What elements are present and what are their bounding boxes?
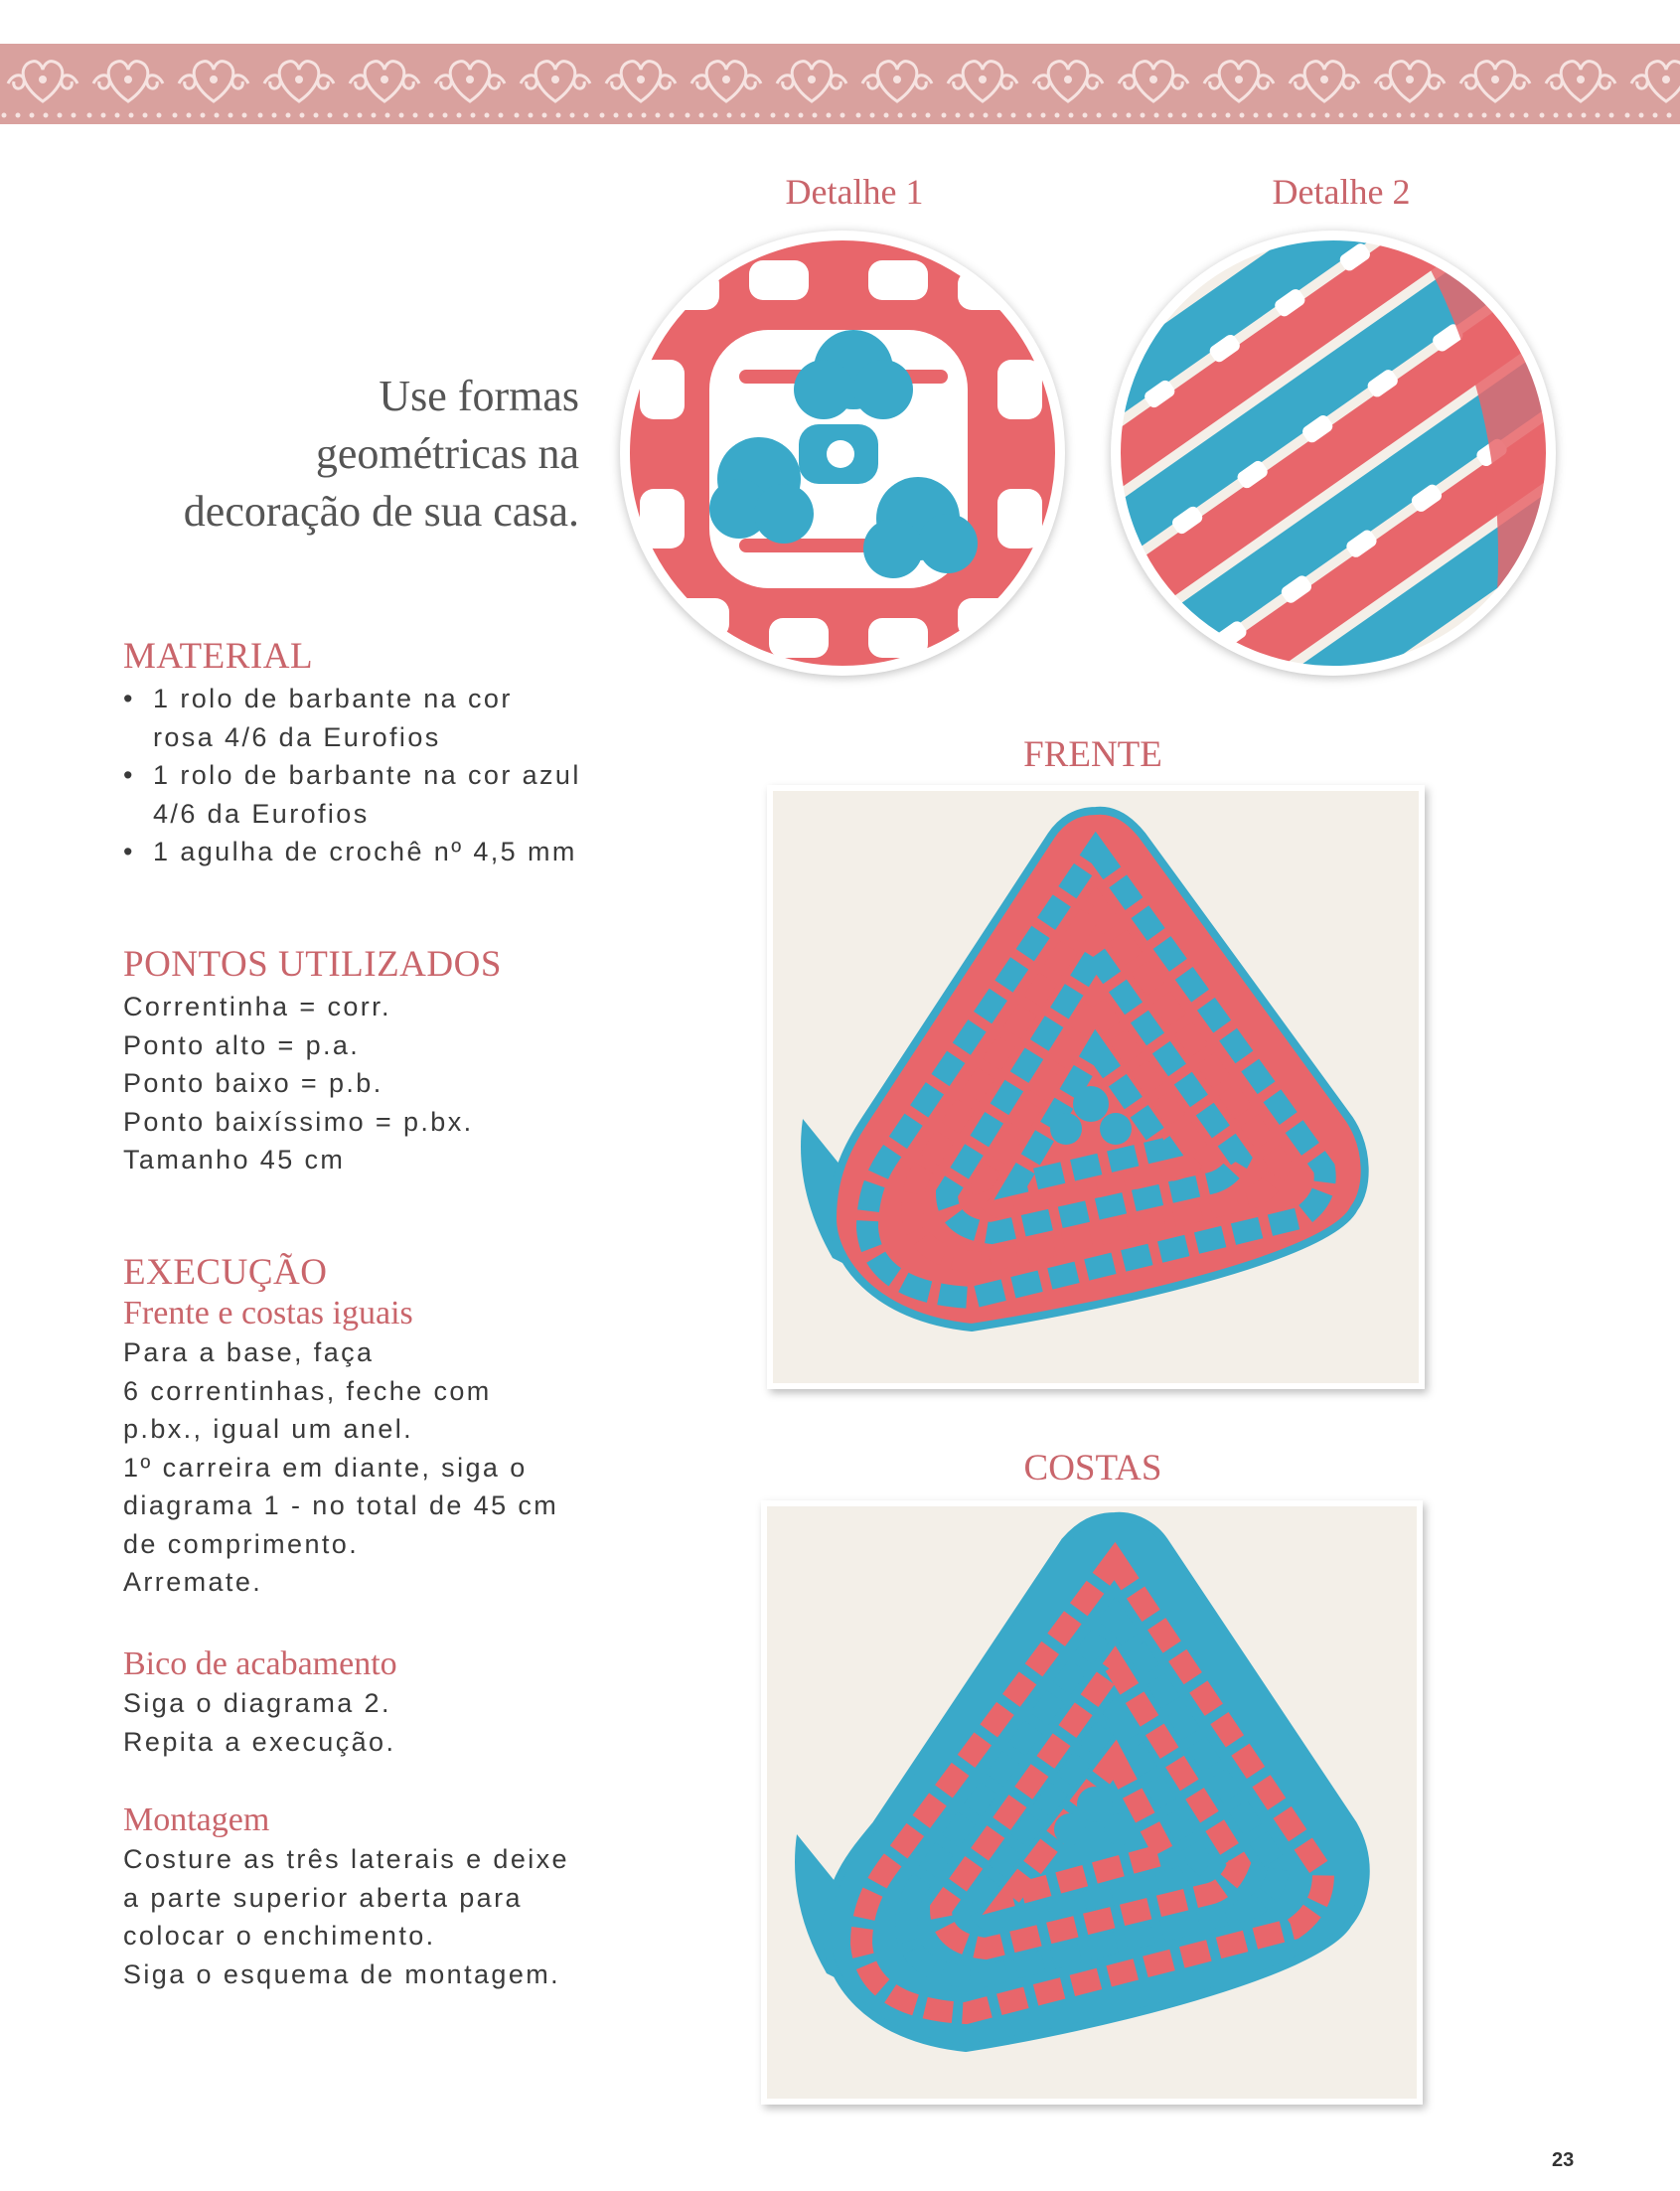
montagem-heading: Montagem: [123, 1801, 270, 1838]
montagem-line: Costure as três laterais e deixe: [123, 1844, 569, 1874]
material-item-line: • 1 rolo de barbante na cor azul: [153, 760, 581, 790]
tagline-line-3: decoração de sua casa.: [183, 487, 579, 536]
execucao-line: p.bx., igual um anel.: [123, 1414, 414, 1444]
bico-line: Repita a execução.: [123, 1726, 396, 1757]
decorative-banner: [0, 44, 1680, 124]
material-item: [123, 756, 640, 833]
montagem-line: colocar o enchimento.: [123, 1921, 436, 1951]
montagem-line: a parte superior aberta para: [123, 1882, 523, 1913]
tagline: [162, 368, 579, 541]
material-list: [123, 680, 640, 871]
material-section: [123, 636, 640, 871]
material-item-line: rosa 4/6 da Eurofios: [153, 721, 441, 752]
detail-1-photo: [620, 231, 1065, 676]
execucao-line: 1º carreira em diante, siga o: [123, 1452, 528, 1483]
execucao-line: Arremate.: [123, 1567, 263, 1597]
bico-heading: Bico de acabamento: [123, 1645, 397, 1682]
material-item-line: 4/6 da Eurofios: [153, 798, 370, 829]
crochet-flower-detail-image: [620, 231, 1065, 676]
tagline-line-2: geométricas na: [315, 429, 579, 478]
frente-photo: [767, 785, 1425, 1389]
bico-section: [123, 1644, 660, 1761]
costas-photo: [761, 1500, 1423, 2105]
material-item: [123, 833, 640, 871]
execucao-line: de comprimento.: [123, 1528, 360, 1559]
crochet-stripes-detail-image: [1111, 231, 1556, 676]
material-item-line: • 1 agulha de crochê nº 4,5 mm: [153, 837, 577, 866]
pontos-line: Ponto baixíssimo = p.bx.: [123, 1106, 474, 1137]
montagem-line: Siga o esquema de montagem.: [123, 1958, 561, 1989]
execucao-line: 6 correntinhas, feche com: [123, 1375, 492, 1406]
pontos-line: Tamanho 45 cm: [123, 1145, 346, 1174]
tagline-line-1: Use formas: [379, 372, 579, 420]
caption-detalhe-2: Detalhe 2: [1272, 172, 1411, 212]
detail-2-photo: [1111, 231, 1556, 676]
montagem-section: [123, 1800, 680, 1993]
pontos-line: Ponto alto = p.a.: [123, 1029, 361, 1060]
execucao-line: Para a base, faça: [123, 1337, 375, 1367]
pontos-line: Correntinha = corr.: [123, 992, 391, 1021]
pontos-section: [123, 944, 640, 1179]
execucao-heading: EXECUÇÃO: [123, 1252, 328, 1293]
execucao-section: [123, 1252, 660, 1602]
material-heading: MATERIAL: [123, 636, 314, 677]
pontos-line: Ponto baixo = p.b.: [123, 1068, 383, 1098]
material-item: [123, 680, 640, 756]
execucao-subheading: Frente e costas iguais: [123, 1295, 413, 1331]
page-number: 23: [1552, 2149, 1575, 2171]
caption-detalhe-1: Detalhe 1: [785, 172, 924, 212]
material-item-line: • 1 rolo de barbante na cor: [153, 684, 513, 713]
caption-costas: COSTAS: [1023, 1448, 1162, 1488]
execucao-line: diagrama 1 - no total de 45 cm: [123, 1490, 559, 1520]
triangle-cushion-back-image: [767, 1506, 1417, 2099]
pontos-heading: PONTOS UTILIZADOS: [123, 944, 502, 985]
caption-frente: FRENTE: [1023, 734, 1162, 775]
triangle-cushion-front-image: [773, 791, 1419, 1383]
bico-line: Siga o diagrama 2.: [123, 1688, 391, 1718]
heart-pattern-icon: [0, 44, 1680, 124]
